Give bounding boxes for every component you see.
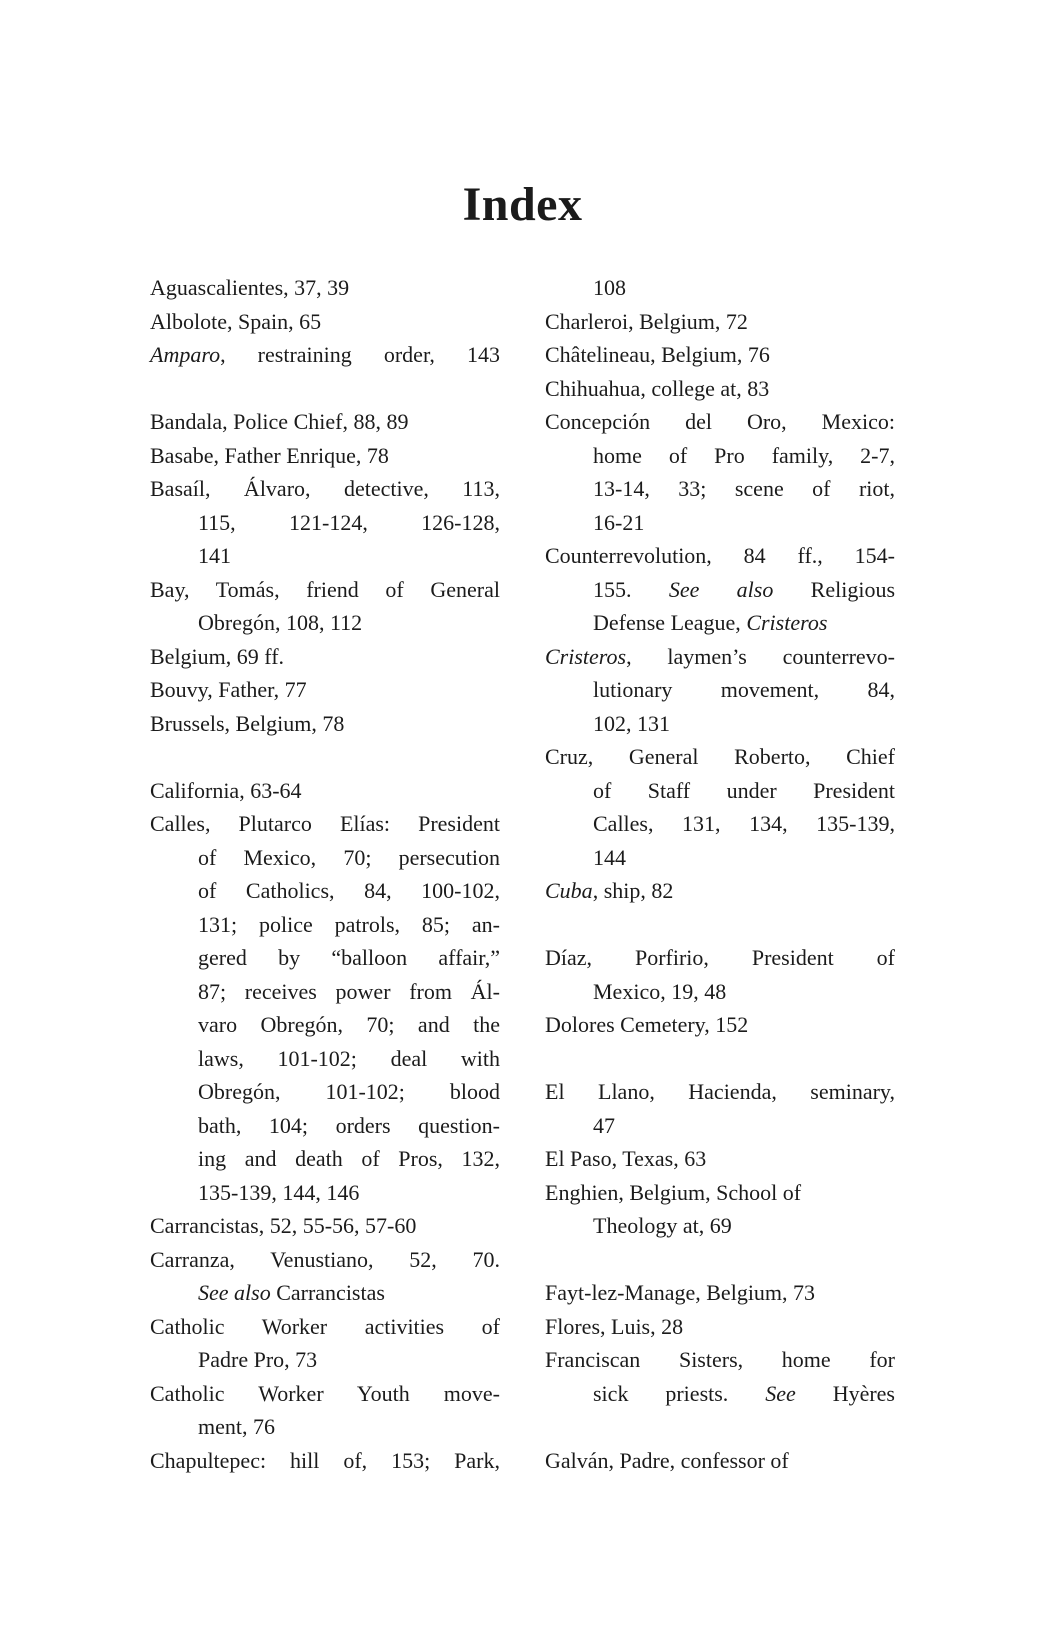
entry-text: Padre Pro, 73 — [198, 1347, 318, 1372]
blank-line — [545, 908, 895, 942]
entry-text: Cruz, General Roberto, Chief — [545, 744, 895, 769]
index-entry-line — [545, 338, 895, 372]
entry-text: Hyères — [795, 1380, 895, 1406]
index-entry-line — [150, 1142, 500, 1176]
entry-text: Calles, Plutarco Elías: President — [150, 811, 500, 836]
entry-text: 16-21 — [593, 509, 645, 535]
index-entry-line — [545, 874, 895, 908]
index-entry-line — [545, 807, 895, 841]
index-entry-line — [150, 338, 500, 372]
entry-text: Châtelineau, Belgium, 76 — [545, 342, 770, 367]
index-entry-line — [150, 271, 500, 305]
entry-text: Carrancistas, 52, 55-56, 57-60 — [150, 1213, 417, 1238]
index-entry-line — [150, 1410, 500, 1444]
index-entry-line — [150, 1109, 500, 1143]
entry-text: 131; police patrols, 85; an- — [198, 911, 500, 937]
entry-text: Chapultepec: hill of, 153; Park, — [150, 1447, 500, 1473]
entry-text: Catholic Worker activities of — [150, 1313, 500, 1339]
entry-text: ment, 76 — [198, 1414, 275, 1439]
entry-text: Díaz, Porfirio, President of — [545, 945, 895, 970]
index-entry-line — [545, 1377, 895, 1411]
entry-text: gered by “balloon affair,” — [198, 945, 500, 970]
entry-text: Concepción del Oro, Mexico: — [545, 409, 895, 434]
index-entry-line — [150, 1075, 500, 1109]
index-entry-line — [545, 305, 895, 339]
italic-text: Amparo — [150, 342, 221, 367]
index-columns — [150, 271, 895, 1477]
index-entry-line — [545, 1209, 895, 1243]
entry-text: Belgium, 69 ff. — [150, 643, 285, 669]
index-entry-line — [150, 439, 500, 473]
index-entry-line — [545, 506, 895, 540]
entry-text: 144 — [593, 844, 626, 870]
index-entry-line — [150, 1209, 500, 1243]
index-entry-line — [150, 807, 500, 841]
italic-text: Cristeros — [746, 610, 828, 635]
entry-text: Catholic Worker Youth move- — [150, 1380, 500, 1406]
index-entry-line — [150, 1377, 500, 1411]
entry-text: Calles, 131, 134, 135-139, — [593, 811, 895, 836]
index-entry-line — [150, 1008, 500, 1042]
entry-text: 102, 131 — [593, 710, 670, 736]
index-entry-line — [545, 573, 895, 607]
entry-text: El Paso, Texas, 63 — [545, 1146, 707, 1171]
index-entry-line — [545, 1310, 895, 1344]
index-entry-line — [545, 640, 895, 674]
index-entry-line — [150, 573, 500, 607]
entry-text: Religious — [773, 576, 896, 602]
index-entry-line — [150, 472, 500, 506]
entry-text: laws, 101-102; deal with — [198, 1045, 500, 1071]
index-entry-line — [150, 1343, 500, 1377]
entry-text: Mexico, 19, 48 — [593, 978, 727, 1004]
index-entry-line — [150, 1042, 500, 1076]
page-title: Index — [462, 178, 583, 231]
entry-text: Obregón, 108, 112 — [198, 610, 363, 635]
index-entry-line — [150, 1176, 500, 1210]
index-entry-line — [545, 271, 895, 305]
entry-text: California, 63-64 — [150, 777, 302, 803]
index-entry-line — [150, 606, 500, 640]
index-entry-line — [150, 1310, 500, 1344]
index-entry-line — [545, 774, 895, 808]
entry-text: 47 — [593, 1112, 615, 1138]
index-entry-line — [545, 1008, 895, 1042]
index-entry-line — [545, 1276, 895, 1310]
entry-text: 141 — [198, 543, 231, 568]
entry-text: Aguascalientes, 37, 39 — [150, 275, 350, 300]
blank-line — [150, 740, 500, 774]
index-entry-line — [150, 1444, 500, 1478]
entry-text: Defense League, — [593, 610, 747, 635]
index-entry-line — [150, 841, 500, 875]
entry-text: 13-14, 33; scene of riot, — [593, 476, 895, 501]
index-entry-line — [150, 640, 500, 674]
index-entry-line — [150, 673, 500, 707]
entry-text: Flores, Luis, 28 — [545, 1313, 684, 1339]
index-entry-line — [545, 841, 895, 875]
index-entry-line — [545, 1142, 895, 1176]
entry-text: El Llano, Hacienda, seminary, — [545, 1079, 895, 1104]
blank-line — [545, 1042, 895, 1076]
entry-text: of Catholics, 84, 100-102, — [198, 878, 500, 903]
index-entry-line — [150, 1243, 500, 1277]
entry-text: Chihuahua, college at, 83 — [545, 375, 770, 401]
index-entry-line — [150, 539, 500, 573]
blank-line — [150, 372, 500, 406]
entry-text: , ship, 82 — [592, 878, 674, 903]
entry-text: ing and death of Pros, 132, — [198, 1146, 500, 1171]
blank-line — [545, 1410, 895, 1444]
italic-text: See also — [198, 1280, 271, 1305]
entry-text: of Mexico, 70; persecution — [198, 844, 500, 870]
index-entry-line — [150, 774, 500, 808]
index-entry-line — [545, 673, 895, 707]
italic-text: Cristeros — [545, 643, 627, 669]
index-entry-line — [545, 707, 895, 741]
index-column-right — [545, 271, 895, 1477]
index-column-left — [150, 271, 500, 1477]
index-entry-line — [150, 975, 500, 1009]
entry-text: Bouvy, Father, 77 — [150, 677, 307, 702]
index-entry-line — [150, 707, 500, 741]
entry-text: Bay, Tomás, friend of General — [150, 576, 500, 602]
entry-text: home of Pro family, 2-7, — [593, 442, 895, 468]
entry-text: varo Obregón, 70; and the — [198, 1012, 500, 1037]
entry-text: Charleroi, Belgium, 72 — [545, 308, 748, 334]
entry-text: Theology at, 69 — [593, 1213, 732, 1238]
index-entry-line — [545, 1109, 895, 1143]
entry-text: bath, 104; orders question- — [198, 1112, 500, 1138]
index-entry-line — [150, 305, 500, 339]
entry-text: Brussels, Belgium, 78 — [150, 710, 345, 736]
index-entry-line — [545, 372, 895, 406]
entry-text: Dolores Cemetery, 152 — [545, 1012, 749, 1037]
entry-text: of Staff under President — [593, 777, 895, 803]
index-entry-line — [150, 1276, 500, 1310]
index-entry-line — [545, 1176, 895, 1210]
entry-text: Albolote, Spain, 65 — [150, 308, 322, 334]
index-entry-line — [545, 1444, 895, 1478]
entry-text: Basaíl, Álvaro, detective, 113, — [150, 476, 500, 501]
index-entry-line — [545, 439, 895, 473]
entry-text: Galván, Padre, confessor of — [545, 1447, 789, 1473]
index-entry-line — [150, 506, 500, 540]
entry-text: 108 — [593, 275, 626, 300]
index-entry-line — [150, 908, 500, 942]
index-entry-line — [150, 405, 500, 439]
index-entry-line — [545, 1075, 895, 1109]
index-entry-line — [545, 1343, 895, 1377]
index-entry-line — [150, 941, 500, 975]
entry-text: 87; receives power from Ál- — [198, 978, 500, 1004]
index-entry-line — [545, 975, 895, 1009]
index-entry-line — [545, 472, 895, 506]
entry-text: Enghien, Belgium, School of — [545, 1179, 802, 1205]
entry-text: Counterrevolution, 84 ff., 154- — [545, 543, 895, 568]
entry-text: Obregón, 101-102; blood — [198, 1079, 500, 1104]
entry-text: Fayt-lez-Manage, Belgium, 73 — [545, 1280, 816, 1305]
entry-text: Carranza, Venustiano, 52, 70. — [150, 1246, 500, 1272]
entry-text: Bandala, Police Chief, 88, 89 — [150, 409, 409, 434]
entry-text: , laymen’s counterrevo- — [626, 643, 895, 669]
italic-text: Cuba — [545, 878, 593, 903]
entry-text: lutionary movement, 84, — [593, 677, 895, 702]
entry-text: Franciscan Sisters, home for — [545, 1347, 895, 1372]
index-entry-line — [545, 606, 895, 640]
index-entry-line — [545, 941, 895, 975]
entry-text: sick priests. — [593, 1380, 766, 1406]
index-entry-line — [545, 405, 895, 439]
entry-text: Carrancistas — [270, 1280, 385, 1305]
entry-text: , restraining order, 143 — [220, 342, 500, 367]
entry-text: Basabe, Father Enrique, 78 — [150, 442, 389, 468]
entry-text: 115, 121-124, 126-128, — [198, 509, 500, 535]
index-entry-line — [545, 740, 895, 774]
entry-text: 155. — [593, 576, 669, 602]
blank-line — [545, 1243, 895, 1277]
index-entry-line — [150, 874, 500, 908]
italic-text: See also — [668, 576, 774, 602]
entry-text: 135-139, 144, 146 — [198, 1179, 360, 1205]
index-entry-line — [545, 539, 895, 573]
italic-text: See — [765, 1380, 796, 1406]
